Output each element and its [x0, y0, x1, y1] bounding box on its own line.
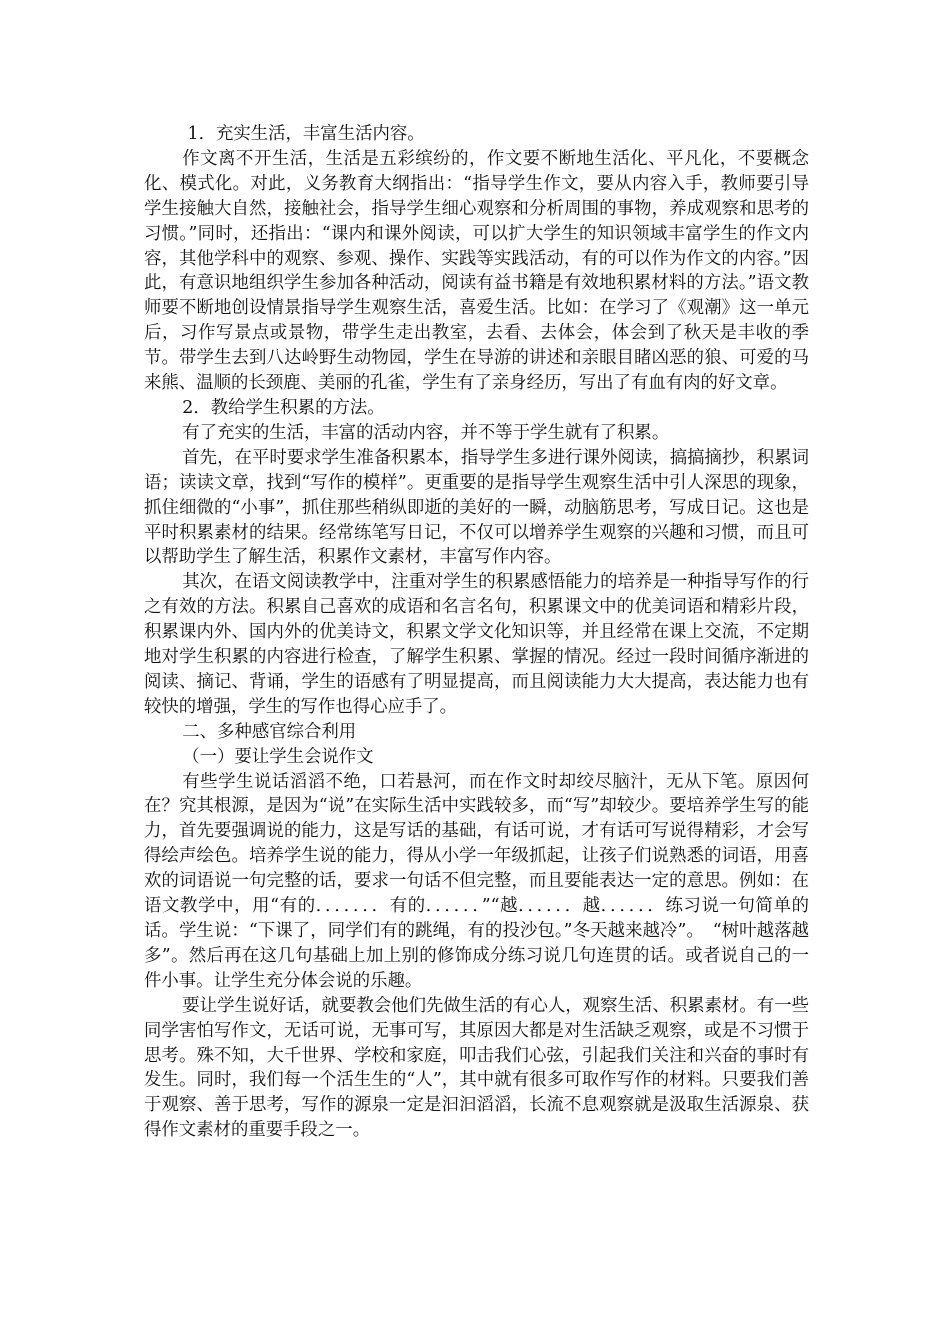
heading-multi-senses: 二、多种感官综合利用	[182, 721, 357, 742]
document-body	[144, 122, 809, 1143]
paragraph-observe-life: 要让学生说好话，就要教会他们先做生活的有心人，观察生活、积累素材。有一些同学害怕写作文，无话可说，无事可写，其原因大都是对生活缺乏观察，或是不习惯于思考。殊不知，大千世界、学校和家庭，叩击我们心弦，引起我们关注和兴奋的事时有发生。同时，我们每一个活生生的“人”，其中就有很多可取作写作的材料。只要我们善于观察、善于思考，写作的源泉一定是汩汩滔滔，长流不息观察就是汲取生活源泉、获得作文素材的重要手段之一。	[144, 995, 809, 1141]
subheading-speak-composition: （一）要让学生会说作文	[182, 746, 374, 767]
paragraph-speaking-ability: 有些学生说话滔滔不绝，口若悬河，而在作文时却绞尽脑汁，无从下笔。原因何在？究其根源，是因为“说”在实际生活中实践较多，而“写”却较少。要培养学生写的能力，首先要强调说的能力，这是写话的基础，有话可说，才有话可写说得精彩，才会写得绘声绘色。培养学生说的能力，得从小学一年级抓起，让孩子们说熟悉的词语，用喜欢的词语说一句完整的话，要求一句话不但完整，而且要能表达一定的意思。例如：在语文教学中，用“有的．．．．．．．有的．．．．．．”“越．．．．．．越．．．．．．练习说一句简单的话。学生说：“下课了，同学们有的跳绳，有的投沙包。”冬天越来越冷”。 “树叶越落越多”。然后再在这几句基础上加上别的修饰成分练习说几句连贯的话。或者说自己的一件小事。让学生充分体会说的乐趣。	[144, 771, 809, 991]
paragraph-first-method: 首先，在平时要求学生准备积累本，指导学生多进行课外阅读，搞搞摘抄，积累词语；读读文章，找到“写作的模样”。更重要的是指导学生观察生活中引人深思的现象，抓住细微的“小事”，抓住那些稍纵即逝的美好的一瞬，动脑筋思考，写成日记。这也是平时积累素材的结果。经常练笔写日记，不仅可以增养学生观察的兴趣和习惯，而且可以帮助学生了解生活，积累作文素材，丰富写作内容。	[144, 447, 809, 568]
paragraph-second-method: 其次，在语文阅读教学中，注重对学生的积累感悟能力的培养是一种指导写作的行之有效的方法。积累自己喜欢的成语和名言名句，积累课文中的优美词语和精彩片段，积累课内外、国内外的优美诗文，积累文学文化知识等，并且经常在课上交流，不定期地对学生积累的内容进行检查，了解学生积累、掌握的情况。经过一段时间循序渐进的阅读、摘记、背诵，学生的语感有了明显提高，而且阅读能力大大提高，表达能力也有较快的增强，学生的写作也得心应手了。	[144, 572, 809, 717]
paragraph-life-and-writing: 作文离不开生活，生活是五彩缤纷的，作文要不断地生活化、平凡化，不要概念化、模式化。对此，义务教育大纲指出：“指导学生作文，要从内容入手，教师要引导学生接触大自然，接触社会，指导学生细心观察和分析周围的事物，养成观察和思考的习惯。”同时，还指出：“课内和课外阅读，可以扩大学生的知识领域丰富学生的作文内容，其他学科中的观察、参观、操作、实践等实践活动，有的可以作为作文的内容。”因此，有意识地组织学生参加各种活动，阅读有益书籍是有效地积累材料的方法。”语文教师要不断地创设情景指导学生观察生活，喜爱生活。比如：在学习了《观潮》这一单元后，习作写景点或景物，带学生走出教室，去看、去体会，体会到了秋天是丰收的季节。带学生去到八达岭野生动物园，学生在导游的讲述和亲眼目睹凶恶的狼、可爱的马来熊、温顺的长颈鹿、美丽的孔雀，学生有了亲身经历，写出了有血有肉的好文章。	[144, 148, 809, 394]
paragraph-accumulation-intro: 有了充实的生活，丰富的活动内容，并不等于学生就有了积累。	[182, 422, 670, 443]
heading-enrich-life: 1．充实生活，丰富生活内容。	[187, 124, 425, 144]
heading-accumulation-methods: 2．教给学生积累的方法。	[182, 397, 385, 418]
